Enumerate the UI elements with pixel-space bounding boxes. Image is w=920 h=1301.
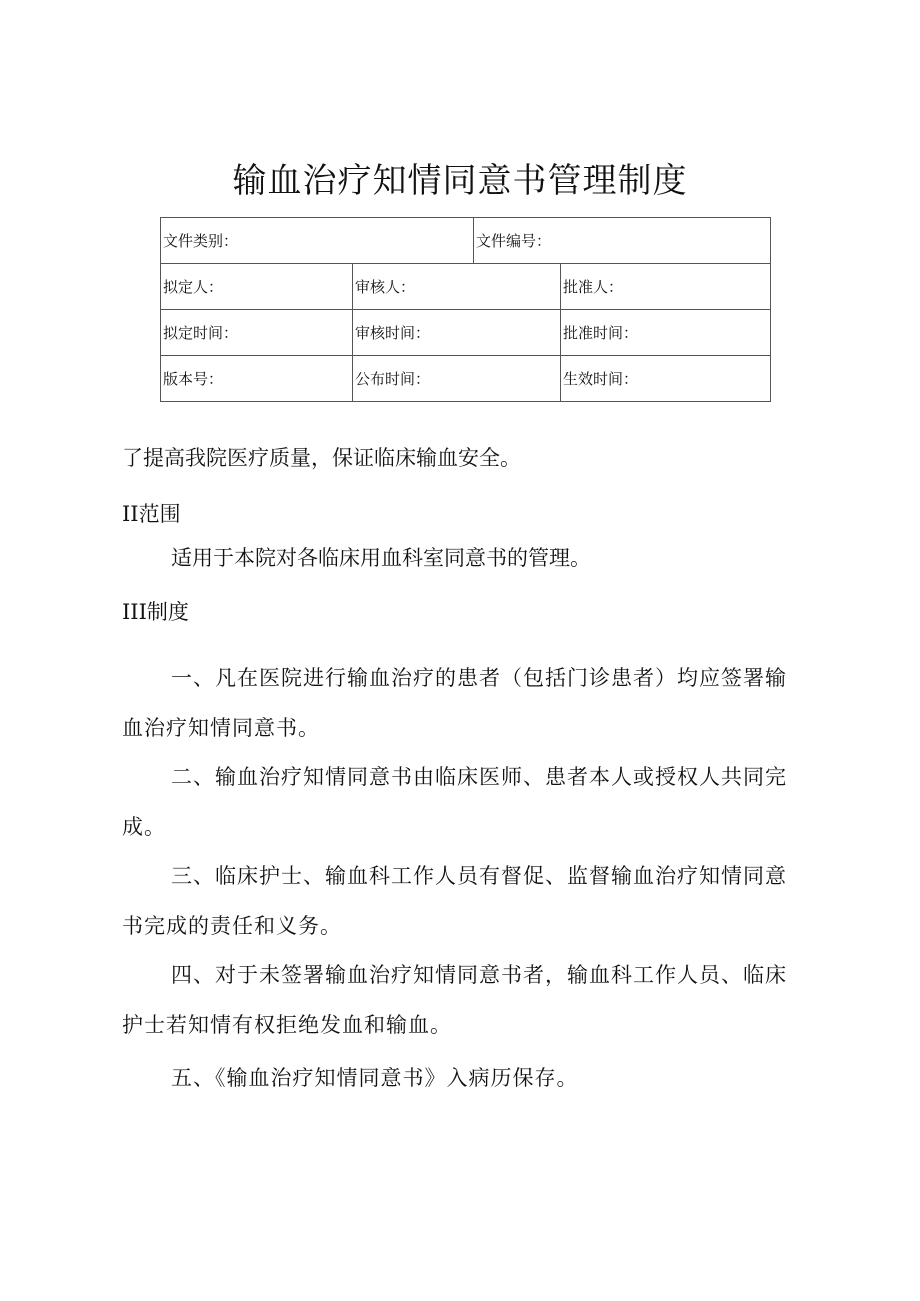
field-drafter: 拟定人： (161, 264, 353, 310)
table-row (161, 310, 771, 356)
rule-item-2: 二、输血治疗知情同意书由临床医师、患者本人或授权人共同完成。 (122, 765, 787, 839)
document-title: 输血治疗知情同意书管理制度 (232, 161, 688, 201)
field-reviewer: 审核人： (353, 264, 561, 310)
rule-item-5: 五、《输血治疗知情同意书》入病历保存。 (171, 1066, 579, 1090)
field-approval-date: 批准时间： (561, 310, 771, 356)
field-publish-date: 公布时间： (353, 356, 561, 402)
field-draft-date: 拟定时间： (161, 310, 353, 356)
purpose-line: 了提高我院医疗质量，保证临床输血安全。 (122, 446, 521, 470)
section-3-heading: III制度 (122, 600, 189, 624)
rule-item-4: 四、对于未签署输血治疗知情同意书者，输血科工作人员、临床护士若知情有权拒绝发血和输血。 (122, 963, 787, 1037)
field-approver: 批准人： (561, 264, 771, 310)
field-version: 版本号： (161, 356, 353, 402)
rule-item-3: 三、临床护士、输血科工作人员有督促、监督输血治疗知情同意书完成的责任和义务。 (122, 864, 787, 938)
field-review-date: 审核时间： (353, 310, 561, 356)
field-document-number: 文件编号： (474, 218, 771, 264)
field-effective-date: 生效时间： (561, 356, 771, 402)
section-2-text: 适用于本院对各临床用血科室同意书的管理。 (171, 546, 591, 570)
section-2-heading: II范围 (122, 502, 181, 526)
table-row (161, 264, 771, 310)
field-document-category: 文件类别： (161, 218, 474, 264)
rule-item-1: 一、凡在医院进行输血治疗的患者（包括门诊患者）均应签署输血治疗知情同意书。 (122, 666, 787, 740)
table-row (161, 356, 771, 402)
document-info-table (160, 217, 771, 402)
table-row (161, 218, 771, 264)
